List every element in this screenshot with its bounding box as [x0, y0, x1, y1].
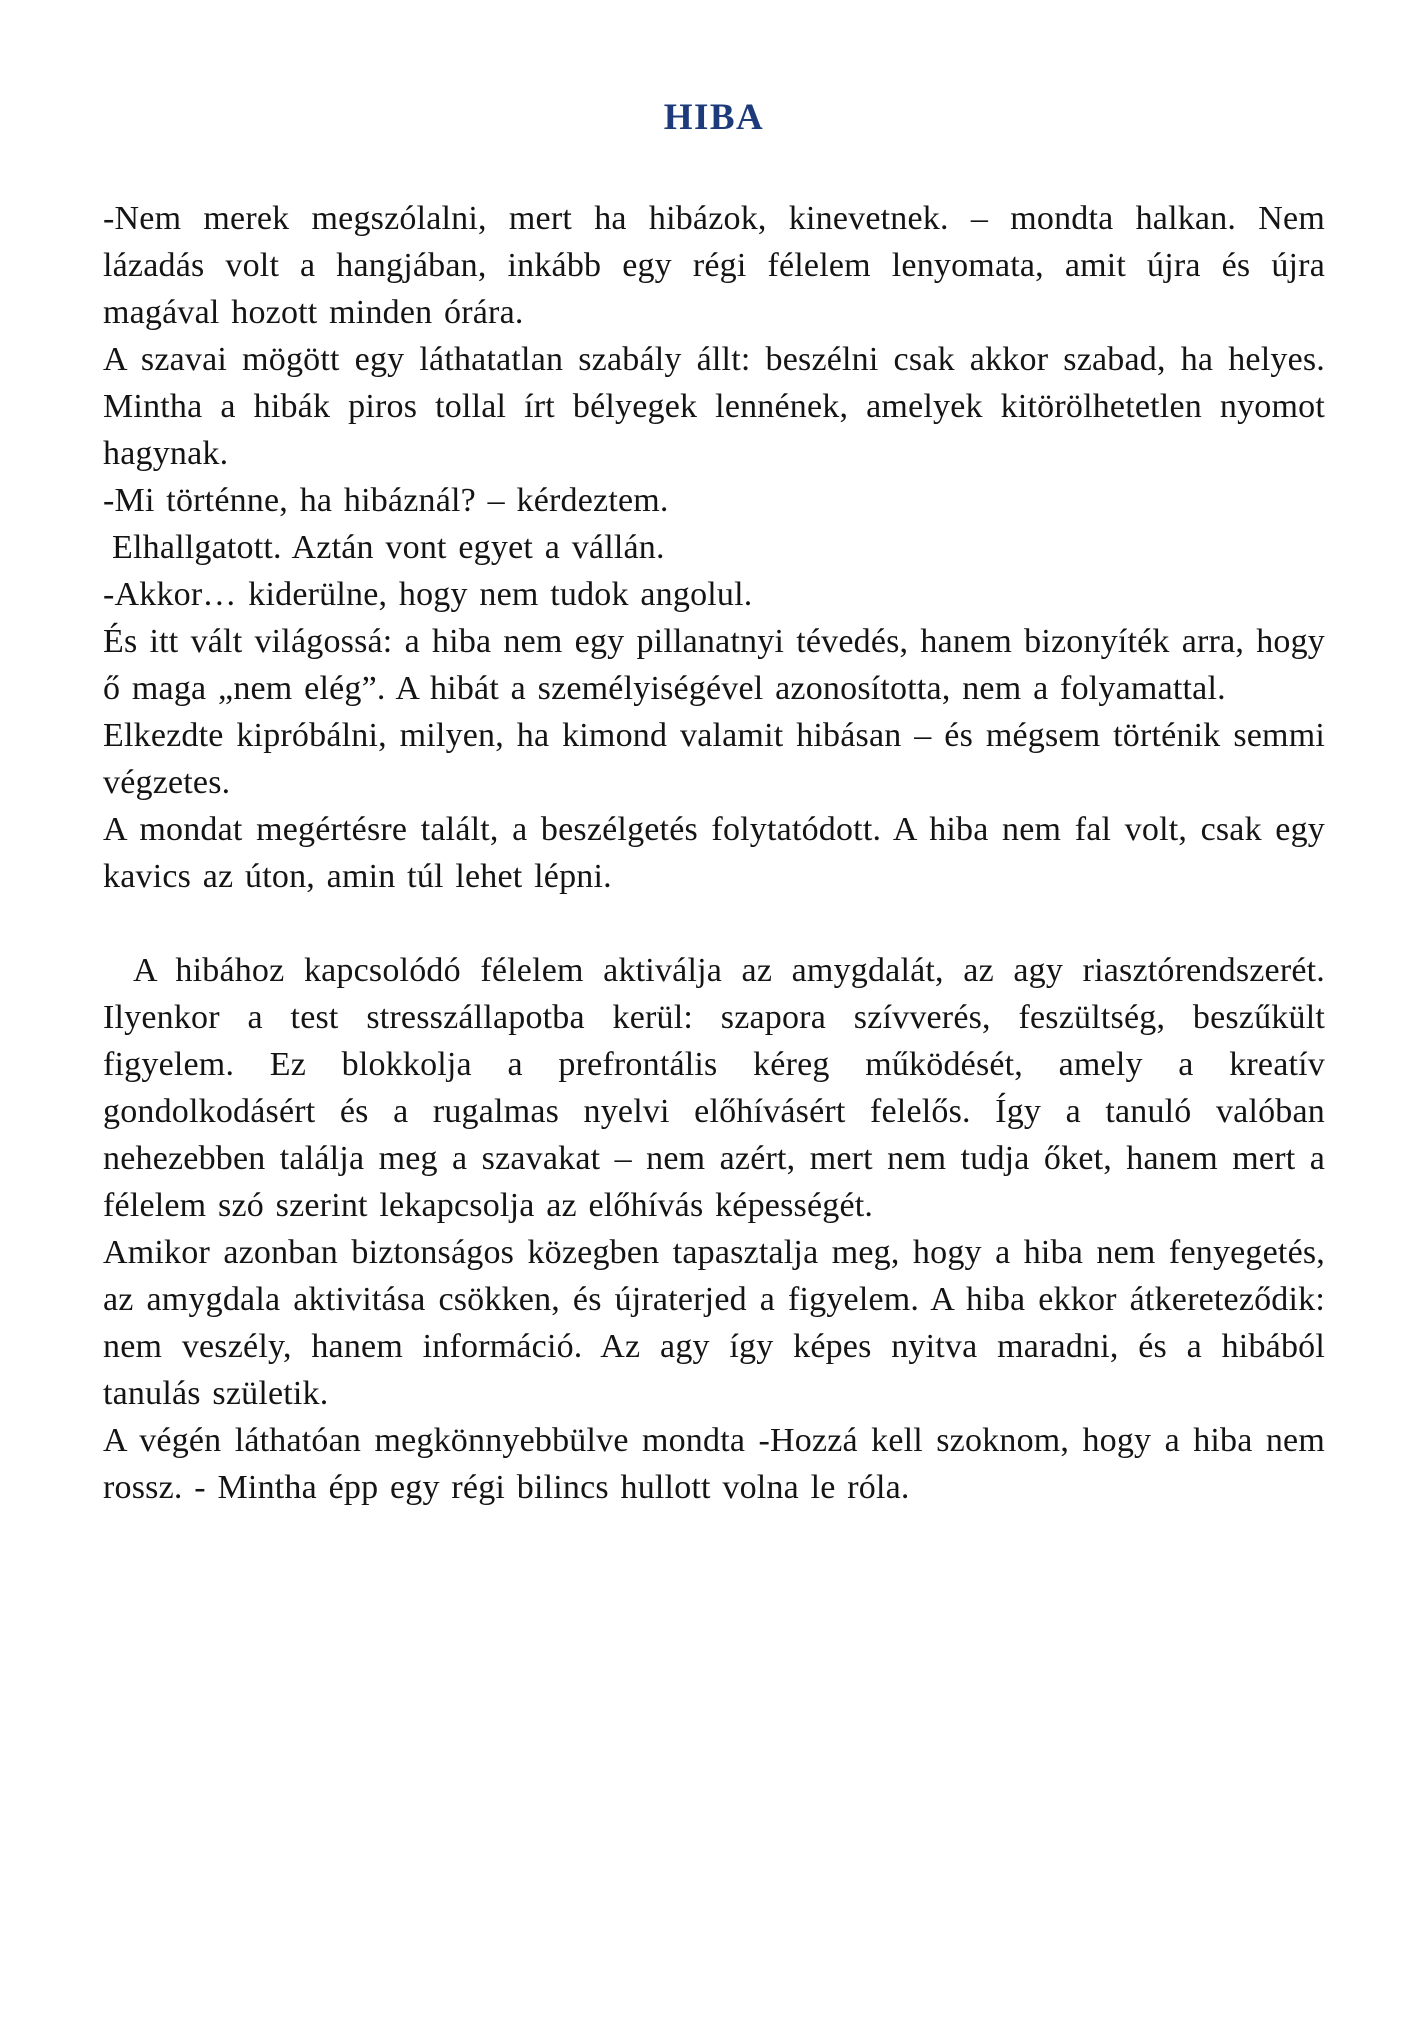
page-title: HIBA	[663, 97, 765, 138]
paragraph-safe-context: Amikor azonban biztonságos közegben tapasztalja meg, hogy a hiba nem fenyegetés, az amygdala aktivitása csökken, és újraterjed a figyelem. A hiba ekkor átkereteződik: nem veszély, hanem információ. Az agy így képes nyitva maradni, és a hibából tanulás születik.	[103, 1234, 1325, 1412]
paragraph-insight: És itt vált világossá: a hiba nem egy pillanatnyi tévedés, hanem bizonyíték arra, hogy ő maga „nem elég”. A hibát a személyiségével azonosította, nem a folyamattal.	[103, 623, 1325, 707]
document-body	[103, 195, 1325, 1511]
text-column	[103, 0, 1325, 1511]
paragraph-pause: Elhallgatott. Aztán vont egyet a vállán.	[112, 529, 665, 566]
paragraph-question: -Mi történne, ha hibáznál? – kérdeztem.	[103, 482, 669, 519]
paragraph-outcome: A mondat megértésre talált, a beszélgetés folytatódott. A hiba nem fal volt, csak egy kavics az úton, amin túl lehet lépni.	[103, 811, 1325, 895]
paragraph-amygdala: A hibához kapcsolódó félelem aktiválja az amygdalát, az agy riasztórendszerét. Ilyenkor a test stresszállapotba kerül: szapora szívverés, feszültség, beszűkült figyelem. Ez blokkolja a prefrontális kéreg működését, amely a kreatív gondolkodásért és a rugalmas nyelvi előhívásért felelős. Így a tanuló valóban nehezebben találja meg a szavakat – nem azért, mert nem tudja őket, hanem mert a félelem szó szerint lekapcsolja az előhívás képességét.	[103, 952, 1325, 1224]
paragraph-experiment: Elkezdte kipróbálni, milyen, ha kimond valamit hibásan – és mégsem történik semmi végzetes.	[103, 717, 1325, 801]
paragraph-answer: -Akkor… kiderülne, hogy nem tudok angolul.	[103, 576, 753, 613]
paragraph-rule: A szavai mögött egy láthatatlan szabály állt: beszélni csak akkor szabad, ha helyes. Mintha a hibák piros tollal írt bélyegek lennének, amelyek kitörölhetetlen nyomot hagynak.	[103, 341, 1325, 472]
paragraph-dialogue-1: -Nem merek megszólalni, mert ha hibázok, kinevetnek. – mondta halkan. Nem lázadás volt a hangjában, inkább egy régi félelem lenyomata, amit újra és újra magával hozott minden órára.	[103, 200, 1325, 331]
paragraph-closing: A végén láthatóan megkönnyebbülve mondta -Hozzá kell szoknom, hogy a hiba nem rossz. - Mintha épp egy régi bilincs hullott volna le róla.	[103, 1422, 1325, 1506]
